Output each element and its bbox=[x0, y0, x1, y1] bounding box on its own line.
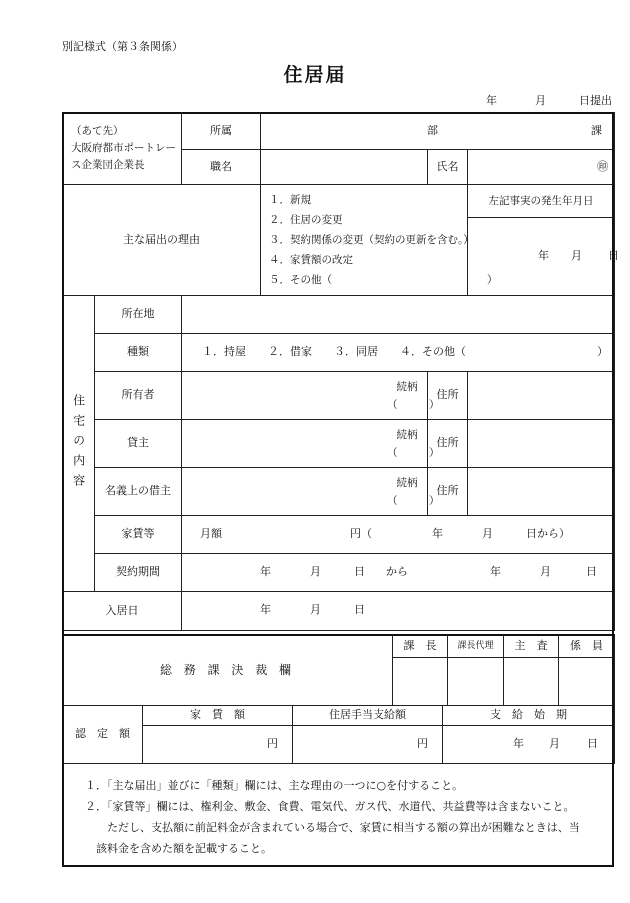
occ-year: 年 bbox=[538, 248, 549, 262]
yen-unit: 円 bbox=[267, 737, 278, 751]
relation-paren: （ ） bbox=[387, 398, 440, 411]
occ-day: 日 bbox=[608, 248, 619, 262]
start-period-field[interactable] bbox=[443, 726, 615, 764]
move-in-year: 年 bbox=[260, 603, 271, 616]
name-label: 氏名 bbox=[428, 150, 468, 185]
rent-amount-field[interactable] bbox=[143, 726, 293, 764]
start-year: 年 bbox=[513, 736, 524, 750]
owner-address-field[interactable] bbox=[468, 372, 615, 420]
name-field[interactable] bbox=[468, 150, 615, 185]
move-in-day: 日 bbox=[354, 603, 365, 616]
rent-from: 日から） bbox=[526, 526, 570, 540]
notes-section bbox=[62, 763, 614, 867]
certified-amount-label: 認 定 額 bbox=[63, 706, 143, 764]
date-day: 日提出 bbox=[579, 94, 612, 107]
contract-year: 年 bbox=[260, 564, 271, 578]
role-deputy-chief: 課長代理 bbox=[448, 635, 504, 657]
yen-label: 円（ bbox=[350, 526, 372, 540]
move-in-field[interactable] bbox=[182, 592, 615, 631]
contract-day: 日 bbox=[354, 564, 365, 578]
note-line: １．「主な届出」並びに「種類」欄には、主な理由の一つに○を付すること。 bbox=[85, 779, 464, 792]
rent-year: 年 bbox=[432, 526, 443, 540]
seal-box-examiner[interactable] bbox=[504, 657, 559, 705]
contract-day-end: 日 bbox=[586, 564, 597, 578]
note-line: ただし、支払額に前記料金が含まれている場合で、家賃に相当する額の算出が困難なときは、当 bbox=[85, 821, 580, 834]
lessee-field[interactable] bbox=[182, 468, 440, 516]
reason-item[interactable]: ２．住居の変更 bbox=[269, 214, 343, 226]
lessee-address-label: 住所 bbox=[428, 468, 468, 516]
affiliation-field[interactable] bbox=[261, 113, 615, 150]
relation-paren: （ ） bbox=[387, 494, 440, 507]
housing-section-label: 住宅の内容 bbox=[63, 296, 95, 592]
certified-amount-table bbox=[62, 705, 615, 764]
landlord-label: 貸主 bbox=[95, 420, 182, 468]
location-label: 所在地 bbox=[95, 296, 182, 334]
addressee-cell bbox=[63, 113, 182, 185]
seal-box-section-chief[interactable] bbox=[393, 657, 448, 705]
page-title: 住居届 bbox=[283, 64, 347, 86]
start-month: 月 bbox=[549, 736, 560, 750]
role-staff: 係 員 bbox=[559, 635, 615, 657]
rent-field[interactable] bbox=[182, 516, 615, 554]
relation-label: 続柄 bbox=[396, 380, 418, 393]
owner-field[interactable] bbox=[182, 372, 440, 420]
rent-amount-head: 家 賃 額 bbox=[143, 706, 293, 726]
monthly-label: 月額 bbox=[200, 526, 222, 540]
approval-label: 総 務 課 決 裁 欄 bbox=[63, 635, 393, 705]
reason-options[interactable] bbox=[261, 185, 498, 296]
move-in-month: 月 bbox=[310, 603, 321, 616]
affiliation-label: 所属 bbox=[182, 113, 261, 150]
contract-month-end: 月 bbox=[540, 564, 551, 578]
landlord-address-field[interactable] bbox=[468, 420, 615, 468]
rent-month: 月 bbox=[482, 526, 493, 540]
date-month: 月 bbox=[535, 94, 546, 107]
landlord-address-label: 住所 bbox=[428, 420, 468, 468]
role-examiner: 主 査 bbox=[504, 635, 559, 657]
seal-icon: ㊞ bbox=[597, 159, 609, 173]
job-title-field[interactable] bbox=[261, 150, 428, 185]
lessee-label: 名義上の借主 bbox=[95, 468, 182, 516]
seal-box-deputy-chief[interactable] bbox=[448, 657, 504, 705]
relation-paren: （ ） bbox=[387, 446, 440, 459]
type-options-text: １．持屋 ２．借家 ３．同居 ４．その他（ bbox=[202, 345, 466, 359]
rent-label: 家賃等 bbox=[95, 516, 182, 554]
note-line: ２．「家賃等」欄には、権利金、敷金、食費、電気代、ガス代、水道代、共益費等は含まないこと。 bbox=[85, 800, 575, 813]
occ-month: 月 bbox=[571, 248, 582, 262]
owner-label: 所有者 bbox=[95, 372, 182, 420]
location-field[interactable] bbox=[182, 296, 615, 334]
occurrence-date-label: 左記事実の発生年月日 bbox=[468, 185, 615, 218]
relation-label: 続柄 bbox=[396, 428, 418, 441]
reason-label: 主な届出の理由 bbox=[63, 185, 261, 296]
job-title-label: 職名 bbox=[182, 150, 261, 185]
contract-period-label: 契約期間 bbox=[95, 554, 182, 592]
date-year: 年 bbox=[486, 94, 497, 107]
section-label: 課 bbox=[591, 124, 602, 137]
reason-item[interactable]: ４．家賃額の改定 bbox=[269, 254, 353, 266]
reason-item[interactable]: ３．契約関係の変更（契約の更新を含む。） bbox=[269, 234, 474, 246]
approval-table bbox=[62, 634, 615, 706]
owner-address-label: 住所 bbox=[428, 372, 468, 420]
addressee-line-3: ス企業団企業長 bbox=[71, 159, 145, 171]
allowance-field[interactable] bbox=[293, 726, 443, 764]
contract-period-field[interactable] bbox=[182, 554, 615, 592]
seal-box-staff[interactable] bbox=[559, 657, 615, 705]
type-label: 種類 bbox=[95, 334, 182, 372]
residence-form bbox=[62, 112, 619, 631]
type-options[interactable] bbox=[182, 334, 615, 372]
form-reference: 別記様式（第３条関係） bbox=[62, 40, 183, 53]
type-close: ） bbox=[597, 345, 609, 358]
contract-from: から bbox=[386, 564, 408, 578]
addressee-line-2: 大阪府都市ポートレー bbox=[71, 142, 176, 154]
dept-label: 部 bbox=[427, 124, 438, 137]
relation-label: 続柄 bbox=[396, 476, 418, 489]
lessee-address-field[interactable] bbox=[468, 468, 615, 516]
contract-month: 月 bbox=[310, 564, 321, 578]
contract-year-end: 年 bbox=[490, 564, 501, 578]
role-section-chief: 課 長 bbox=[393, 635, 448, 657]
note-line: 該料金を含めた額を記載すること。 bbox=[85, 842, 272, 855]
start-day: 日 bbox=[587, 736, 598, 750]
reason-item[interactable]: １．新規 bbox=[269, 194, 311, 206]
allowance-head: 住居手当支給額 bbox=[293, 706, 443, 726]
reason-item[interactable]: ５．その他（ ） bbox=[269, 274, 498, 286]
move-in-label: 入居日 bbox=[63, 592, 182, 631]
yen-unit: 円 bbox=[417, 737, 428, 751]
landlord-field[interactable] bbox=[182, 420, 440, 468]
addressee-line-1: （あて先） bbox=[71, 125, 124, 137]
start-period-head: 支 給 始 期 bbox=[443, 706, 615, 726]
